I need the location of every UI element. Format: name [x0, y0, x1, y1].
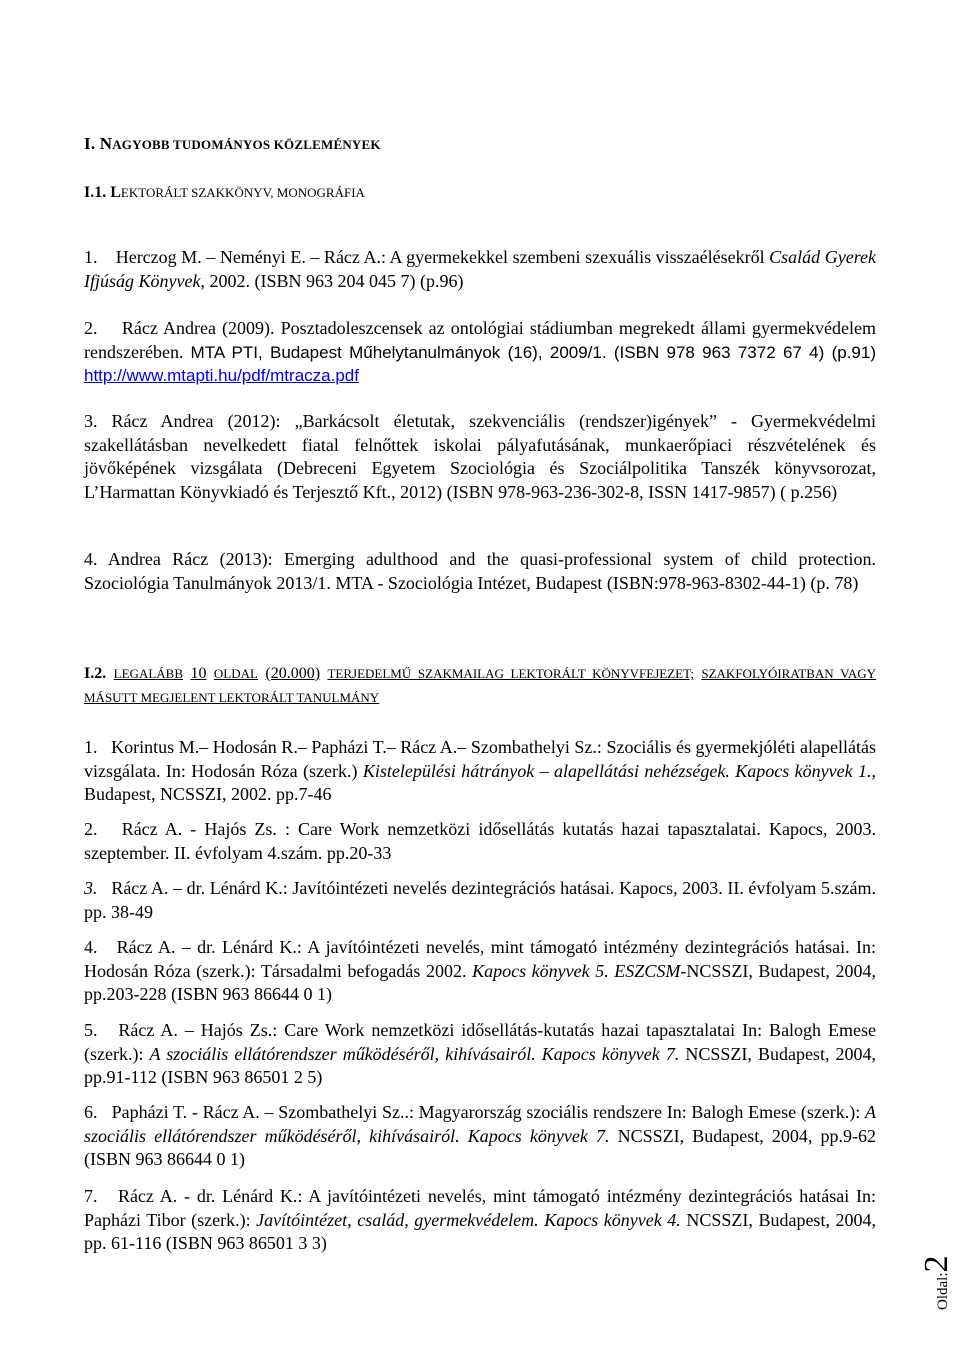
entry-text: Rácz A. - dr. Lénárd K.: A javítóintézeti nevelés, mint támogató intézmény dezintegrációs hatásai In: Papházi Tibor (szerk.): [84, 1186, 877, 1230]
entry-tail: NCSSZI, Budapest, 2004, pp. 61-116 (ISBN 963 86501 3 3) [84, 1209, 877, 1253]
entry-tail: NCSSZI, Budapest, 2004, pp.9-62 (ISBN 963 86644 0 1) [84, 1125, 876, 1169]
section-heading-1 [84, 184, 365, 202]
section-heading-2 [84, 662, 876, 710]
entry-publisher: MTA PTI, Budapest Műhelytanulmányok (16), 2009/1. (ISBN 978 963 7372 67 4) (p.91) [190, 342, 876, 362]
entry-number: 4. [84, 549, 98, 569]
book-entry-1 [84, 246, 876, 293]
heading-part: 10 [190, 665, 207, 682]
entry-link[interactable]: http://www.mtapti.hu/pdf/mtracza.pdf [84, 366, 359, 385]
book-entry-4 [84, 548, 876, 595]
entry-number: 1. [84, 247, 98, 267]
entry-text: Andrea Rácz (2013): Emerging adulthood and the quasi-professional system of child protection. Szociológia Tanulmányok 2013/1. MTA - Szociológia Intézet, Budapest (ISBN:978-963-8302-44-1) (p. 78) [84, 549, 876, 593]
entry-number: 2. [84, 819, 98, 839]
chapter-entry-2 [84, 818, 876, 865]
heading-part: SZAKFOLYÓIRATBAN VAGY MÁSUTT MEGJELENT LEKTORÁLT TANULMÁNY [84, 666, 877, 705]
page-number [918, 1256, 956, 1311]
entry-number: 5. [84, 1020, 98, 1040]
entry-number: 6. [84, 1102, 98, 1122]
entry-italic: Kistelepülési hátrányok – alapellátási nehézségek. Kapocs könyvek 1. [362, 760, 872, 781]
main-heading-roman: I. N [84, 134, 113, 153]
entry-italic: Javítóintézet, család, gyermekvédelem. Kapocs könyvek 4. [256, 1209, 681, 1230]
entry-number: 3. [84, 411, 98, 431]
chapter-entry-7 [84, 1185, 876, 1256]
section-heading-2-num: I.2. [84, 665, 107, 682]
section-heading-1-text: EKTORÁLT SZAKKÖNYV, MONOGRÁFIA [120, 185, 365, 200]
entry-number: 4. [84, 937, 98, 957]
entry-number: 2. [84, 318, 98, 338]
entry-tail: , 2002. (ISBN 963 204 045 7) (p.96) [200, 270, 464, 291]
entry-text: Rácz Andrea (2009). Posztadoleszcensek az ontológiai stádiumban megrekedt állami gyermekvédelem rendszerében. [84, 318, 876, 362]
entry-italic: A szociális ellátórendszer működéséről, kihívásairól. Kapocs könyvek 7. [149, 1043, 680, 1064]
entry-text: Rácz A. – dr. Lénárd K.: Javítóintézeti nevelés dezintegrációs hatásai. Kapocs, 2003. II. évfolyam 5.szám. pp. 38-49 [84, 878, 876, 922]
entry-text: Rácz A. – dr. Lénárd K.: A javítóintézeti nevelés, mint támogató intézmény dezintegrációs hatásai. In: Hodosán Róza (szerk.): Társadalmi befogadás 2002. [84, 937, 877, 981]
book-entry-2 [84, 317, 876, 388]
heading-part: TERJEDELMŰ SZAKMAILAG LEKTORÁLT KÖNYVFEJEZET; [327, 666, 694, 681]
chapter-entry-1 [84, 736, 876, 807]
heading-part: (20.000) [265, 665, 321, 682]
main-heading [84, 134, 381, 154]
section-heading-1-num: I.1. L [84, 184, 121, 201]
chapter-entry-3 [84, 877, 876, 924]
chapter-entry-5 [84, 1019, 876, 1090]
chapter-entry-6 [84, 1101, 876, 1172]
entry-text: Rácz A. – Hajós Zs.: Care Work nemzetközi idősellátás-kutatás hazai tapasztalatai In: Balogh Emese (szerk.): [84, 1020, 877, 1064]
entry-tail: NCSSZI, Budapest, 2004, pp.91-112 (ISBN 963 86501 2 5) [84, 1043, 876, 1087]
entry-italic: A szociális ellátórendszer működéséről, kihívásairól. Kapocs könyvek 7. [84, 1102, 877, 1146]
entry-number: 3. [84, 878, 98, 898]
book-entry-3 [84, 410, 876, 504]
page-label: Oldal: [935, 1272, 951, 1310]
entry-text: Rácz Andrea (2012): „Barkácsolt életutak, szekvenciális (rendszer)igények” - Gyermekvédelmi szakellátásban nevelkedett fiatal felnőttek iskolai pályafutásának, munkaerőpiaci részvételének és jövőképének vizsgálata (Debreceni Egyetem Szociológia és Szociálpolitika Tanszék könyvsorozat, L’Harmattan Könyvkiadó és Terjesztő Kft., 2012) (ISBN 978-963-236-302-8, ISSN 1417-9857) ( p.256) [84, 411, 877, 502]
chapter-entry-4 [84, 936, 876, 1007]
entry-italic: Kapocs könyvek 5. ESZCSM [472, 960, 681, 981]
heading-part: OLDAL [213, 666, 258, 681]
entry-number: 7. [84, 1186, 98, 1206]
entry-text: Herczog M. – Neményi E. – Rácz A.: A gyermekekkel szembeni szexuális visszaélésekről [115, 247, 765, 267]
entry-tail: -NCSSZI, Budapest, 2004, pp.203-228 (ISBN 963 86644 0 1) [84, 960, 877, 1004]
entry-number: 1. [84, 737, 98, 757]
heading-part: LEGALÁBB [113, 666, 184, 681]
entry-series: Család Gyerek Ifjúság Könyvek [84, 247, 877, 291]
main-heading-text: AGYOBB TUDOMÁNYOS KÖZLEMÉNYEK [112, 137, 381, 152]
entry-tail: , Budapest, NCSSZI, 2002. pp.7-46 [84, 760, 877, 804]
entry-text: Korintus M.– Hodosán R.– Papházi T.– Rácz A.– Szombathelyi Sz.: Szociális és gyermekjóléti alapellátás vizsgálata. In: Hodosán Róza (szerk.) [84, 737, 876, 781]
page-number-value: 2 [918, 1255, 955, 1273]
entry-text: Papházi T. - Rácz A. – Szombathelyi Sz..: Magyarország szociális rendszere In: Balogh Emese (szerk.): [111, 1102, 866, 1122]
entry-text: Rácz A. - Hajós Zs. : Care Work nemzetközi idősellátás kutatás hazai tapasztalatai. Kapocs, 2003. szeptember. II. évfolyam 4.szám. pp.20-33 [84, 819, 876, 863]
